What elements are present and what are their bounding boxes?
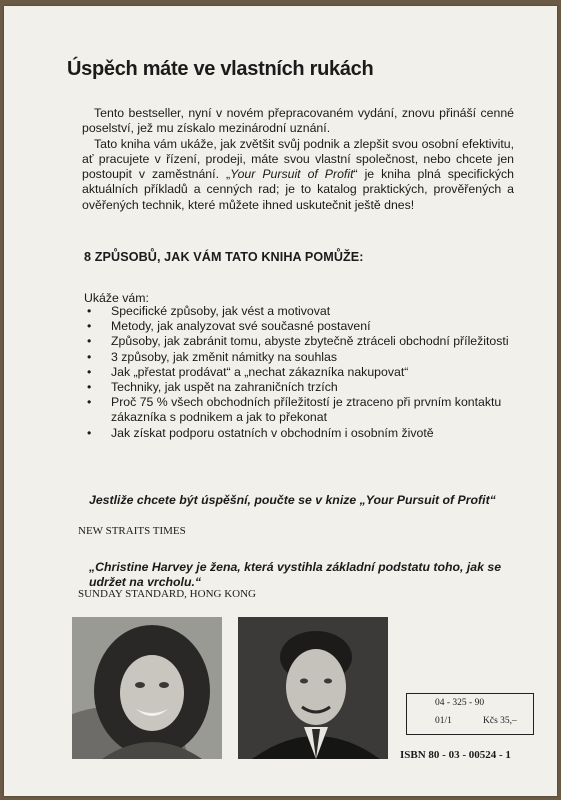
list-item: • Proč 75 % všech obchodních příležitostí je ztraceno při prvním kontaktu zákazníka s podnikem a jak to překonat: [84, 395, 514, 425]
intro-paragraph-2-start: Tato kniha vám ukáže, jak zvětšit svůj podnik a zlepšit svou osobní efektivitu, ať pracujete v řízení, prodeji, máte svou vlastní společnost, nebo chcete jen postoupit v zaměstnání. „: [82, 136, 514, 182]
cover-heading: Úspěch máte ve vlastních rukách: [67, 58, 374, 80]
author-photo-man: [238, 617, 388, 759]
benefits-heading: 8 ZPŮSOBŮ, JAK VÁM TATO KNIHA POMŮŽE:: [84, 250, 364, 264]
catalog-code: 04 - 325 - 90: [435, 698, 485, 708]
book-back-cover: [4, 6, 557, 796]
intro-paragraph-2: [82, 137, 514, 213]
list-item: • Specifické způsoby, jak vést a motivovat: [84, 304, 514, 319]
book-price: Kčs 35,–: [483, 716, 517, 726]
list-item: • Metody, jak analyzovat své současné postavení: [84, 319, 514, 334]
catalog-qty: 01/1: [435, 716, 452, 726]
review-quote-1: Jestliže chcete být úspěšní, poučte se v knize „Your Pursuit of Profit“: [89, 493, 496, 507]
review-source-1: NEW STRAITS TIMES: [78, 525, 186, 537]
list-item: • Techniky, jak uspět na zahraničních trzích: [84, 380, 514, 395]
price-box: [406, 693, 534, 735]
list-item: • Způsoby, jak zabránit tomu, abyste zbytečně ztráceli obchodní příležitosti: [84, 334, 514, 349]
list-item: • Jak „přestat prodávat“ a „nechat zákazníka nakupovat“: [84, 365, 514, 380]
benefits-list: [84, 304, 514, 441]
intro-paragraph-1: Tento bestseller, nyní v novém přepracovaném vydání, znovu přináší cenné poselství, jež mu získalo mezinárodní uznání.: [82, 106, 514, 136]
intro-text: [82, 106, 514, 213]
author-photo-woman: [72, 617, 222, 759]
review-source-2: SUNDAY STANDARD, HONG KONG: [78, 588, 256, 600]
list-item: • Jak získat podporu ostatních v obchodním i osobním životě: [84, 426, 514, 441]
review-quote-2: „Christine Harvey je žena, která vystihla základní podstatu toho, jak se udržet na vrcholu.“: [89, 560, 502, 590]
intro-paragraph-2-end: “ je kniha plná specifických aktuálních příkladů a cenných rad; je to katalog praktických, prověřených a ověřených technik, které můžete ihned uskutečnit ještě dnes!: [82, 167, 514, 212]
benefits-lead: Ukáže vám:: [84, 291, 149, 305]
list-item: • 3 způsoby, jak změnit námitky na souhlas: [84, 350, 514, 365]
isbn-number: ISBN 80 - 03 - 00524 - 1: [400, 749, 511, 761]
book-title: Your Pursuit of Profit: [230, 167, 354, 182]
